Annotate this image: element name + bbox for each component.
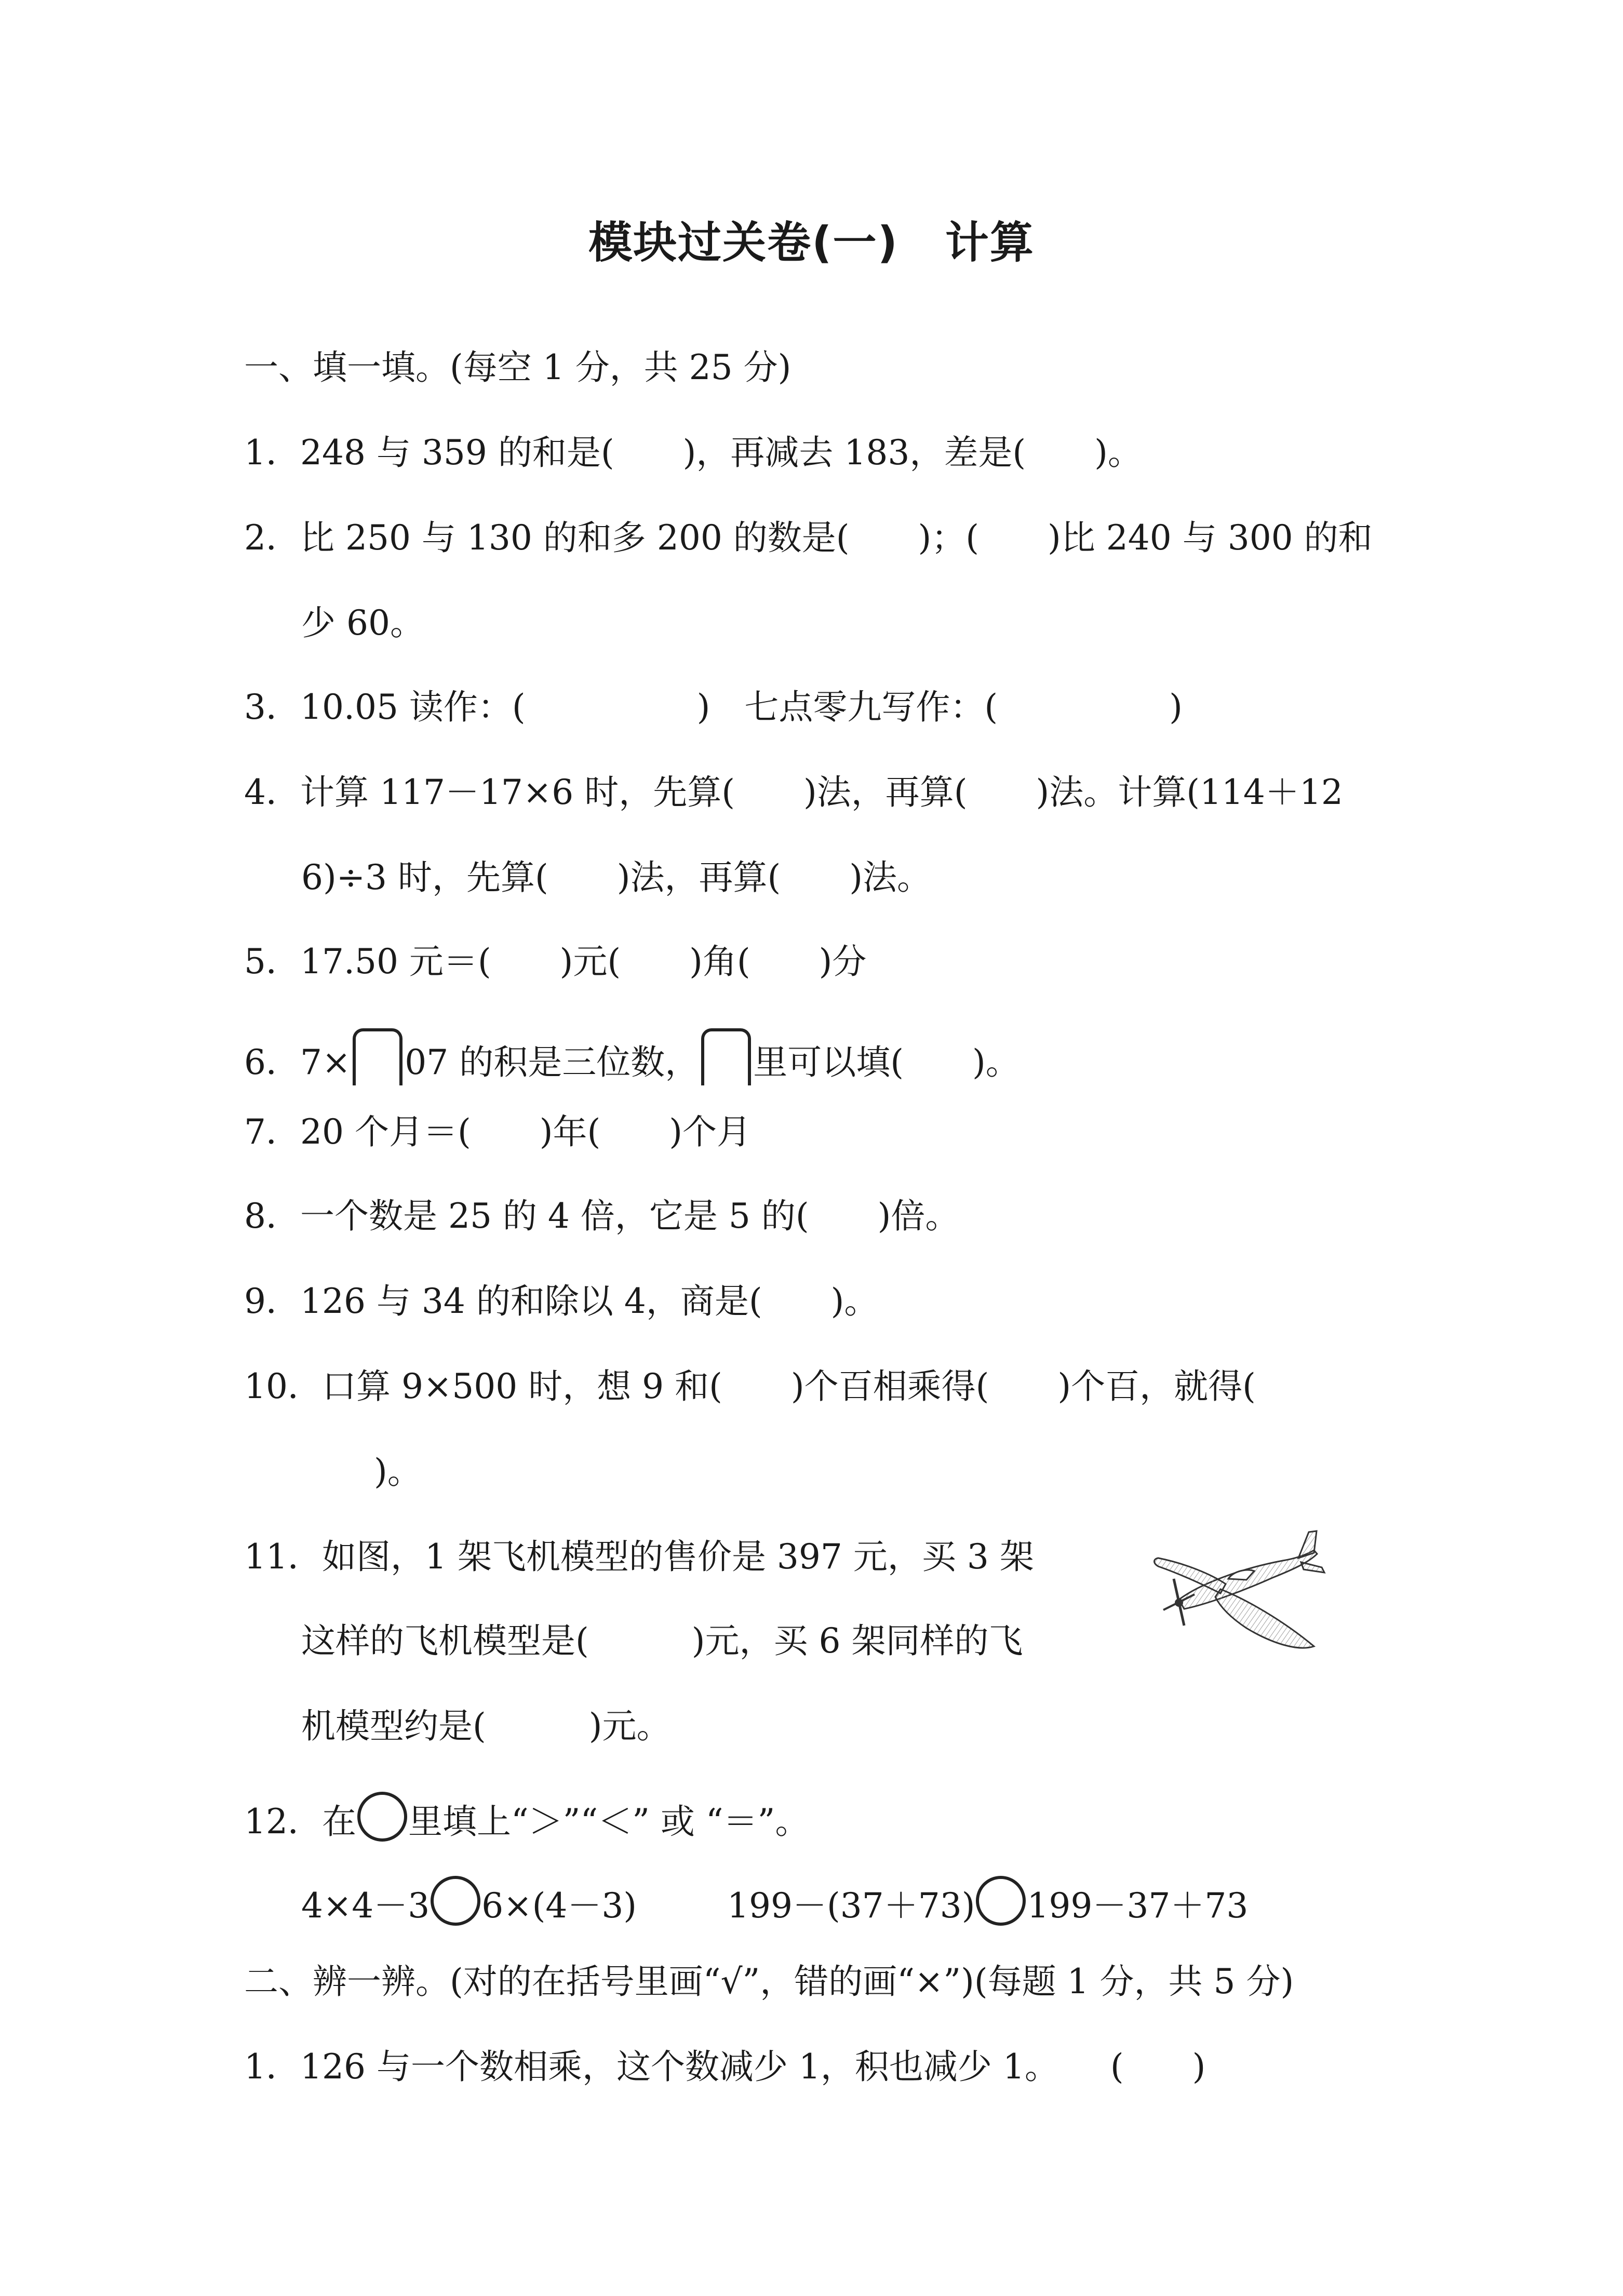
- expr-2-right: 199－37＋73: [1027, 1886, 1249, 1926]
- expr-2-left: 199－(37＋73): [727, 1886, 975, 1926]
- section1-header: 一、填一填。(每空 1 分，共 25 分): [244, 347, 792, 387]
- question-10-line-1: 10．口算 9×500 时，想 9 和( )个百相乘得( )个百，就得(: [244, 1366, 1256, 1406]
- section2-header: 二、辨一辨。(对的在括号里画“√”，错的画“×”)(每题 1 分，共 5 分): [244, 1962, 1294, 2002]
- question-12-expr-1: [301, 1876, 637, 1927]
- answer-box-icon: [701, 1028, 751, 1085]
- question-12-part-a: 12．在: [244, 1802, 356, 1842]
- question-6-part-b: 07 的积是三位数，: [405, 1042, 700, 1082]
- question-12: [244, 1792, 809, 1843]
- question-4-line-1: 4．计算 117－17×6 时，先算( )法，再算( )法。计算(114＋12: [244, 772, 1343, 812]
- compare-circle-icon: [357, 1792, 407, 1842]
- question-2-line-1: 2．比 250 与 130 的和多 200 的数是( )；( )比 240 与 300 的和: [244, 518, 1373, 558]
- title-main: 模块过关卷(一): [588, 217, 898, 268]
- question-12-part-b: 里填上“＞”“＜” 或 “＝”。: [408, 1802, 810, 1842]
- expr-1-left: 4×4－3: [301, 1886, 430, 1926]
- expr-1-right: 6×(4－3): [481, 1886, 637, 1926]
- section2-question-1: 1．126 与一个数相乘，这个数减少 1，积也减少 1。 ( ): [244, 2047, 1206, 2087]
- question-2-line-2: 少 60。: [301, 603, 424, 643]
- compare-circle-icon: [431, 1876, 480, 1926]
- question-5: 5．17.50 元＝( )元( )角( )分: [244, 942, 867, 982]
- airplane-icon: [1143, 1522, 1330, 1662]
- page-title: [0, 208, 1623, 271]
- question-4-line-2: 6)÷3 时，先算( )法，再算( )法。: [301, 857, 932, 897]
- question-11-line-3: 机模型约是( )元。: [301, 1706, 671, 1746]
- question-11-line-1: 11．如图，1 架飞机模型的售价是 397 元，买 3 架: [244, 1537, 1034, 1577]
- question-10-line-2: )。: [374, 1452, 422, 1492]
- question-8: 8．一个数是 25 的 4 倍，它是 5 的( )倍。: [244, 1196, 960, 1236]
- question-9: 9．126 与 34 的和除以 4，商是( )。: [244, 1281, 879, 1321]
- question-3: 3．10.05 读作：( ) 七点零九写作：( ): [244, 687, 1183, 727]
- question-11-line-2: 这样的飞机模型是( )元，买 6 架同样的飞: [301, 1621, 1023, 1661]
- compare-circle-icon: [976, 1876, 1026, 1926]
- question-6-part-c: 里可以填( )。: [753, 1042, 1020, 1082]
- answer-box-icon: [353, 1028, 403, 1085]
- question-6-part-a: 6．7×: [244, 1042, 351, 1082]
- title-sub: 计算: [945, 217, 1035, 268]
- question-7: 7．20 个月＝( )年( )个月: [244, 1112, 751, 1152]
- question-6: [244, 1028, 1020, 1085]
- question-1: 1．248 与 359 的和是( )，再减去 183，差是( )。: [244, 433, 1142, 473]
- question-12-expr-2: [727, 1876, 1248, 1927]
